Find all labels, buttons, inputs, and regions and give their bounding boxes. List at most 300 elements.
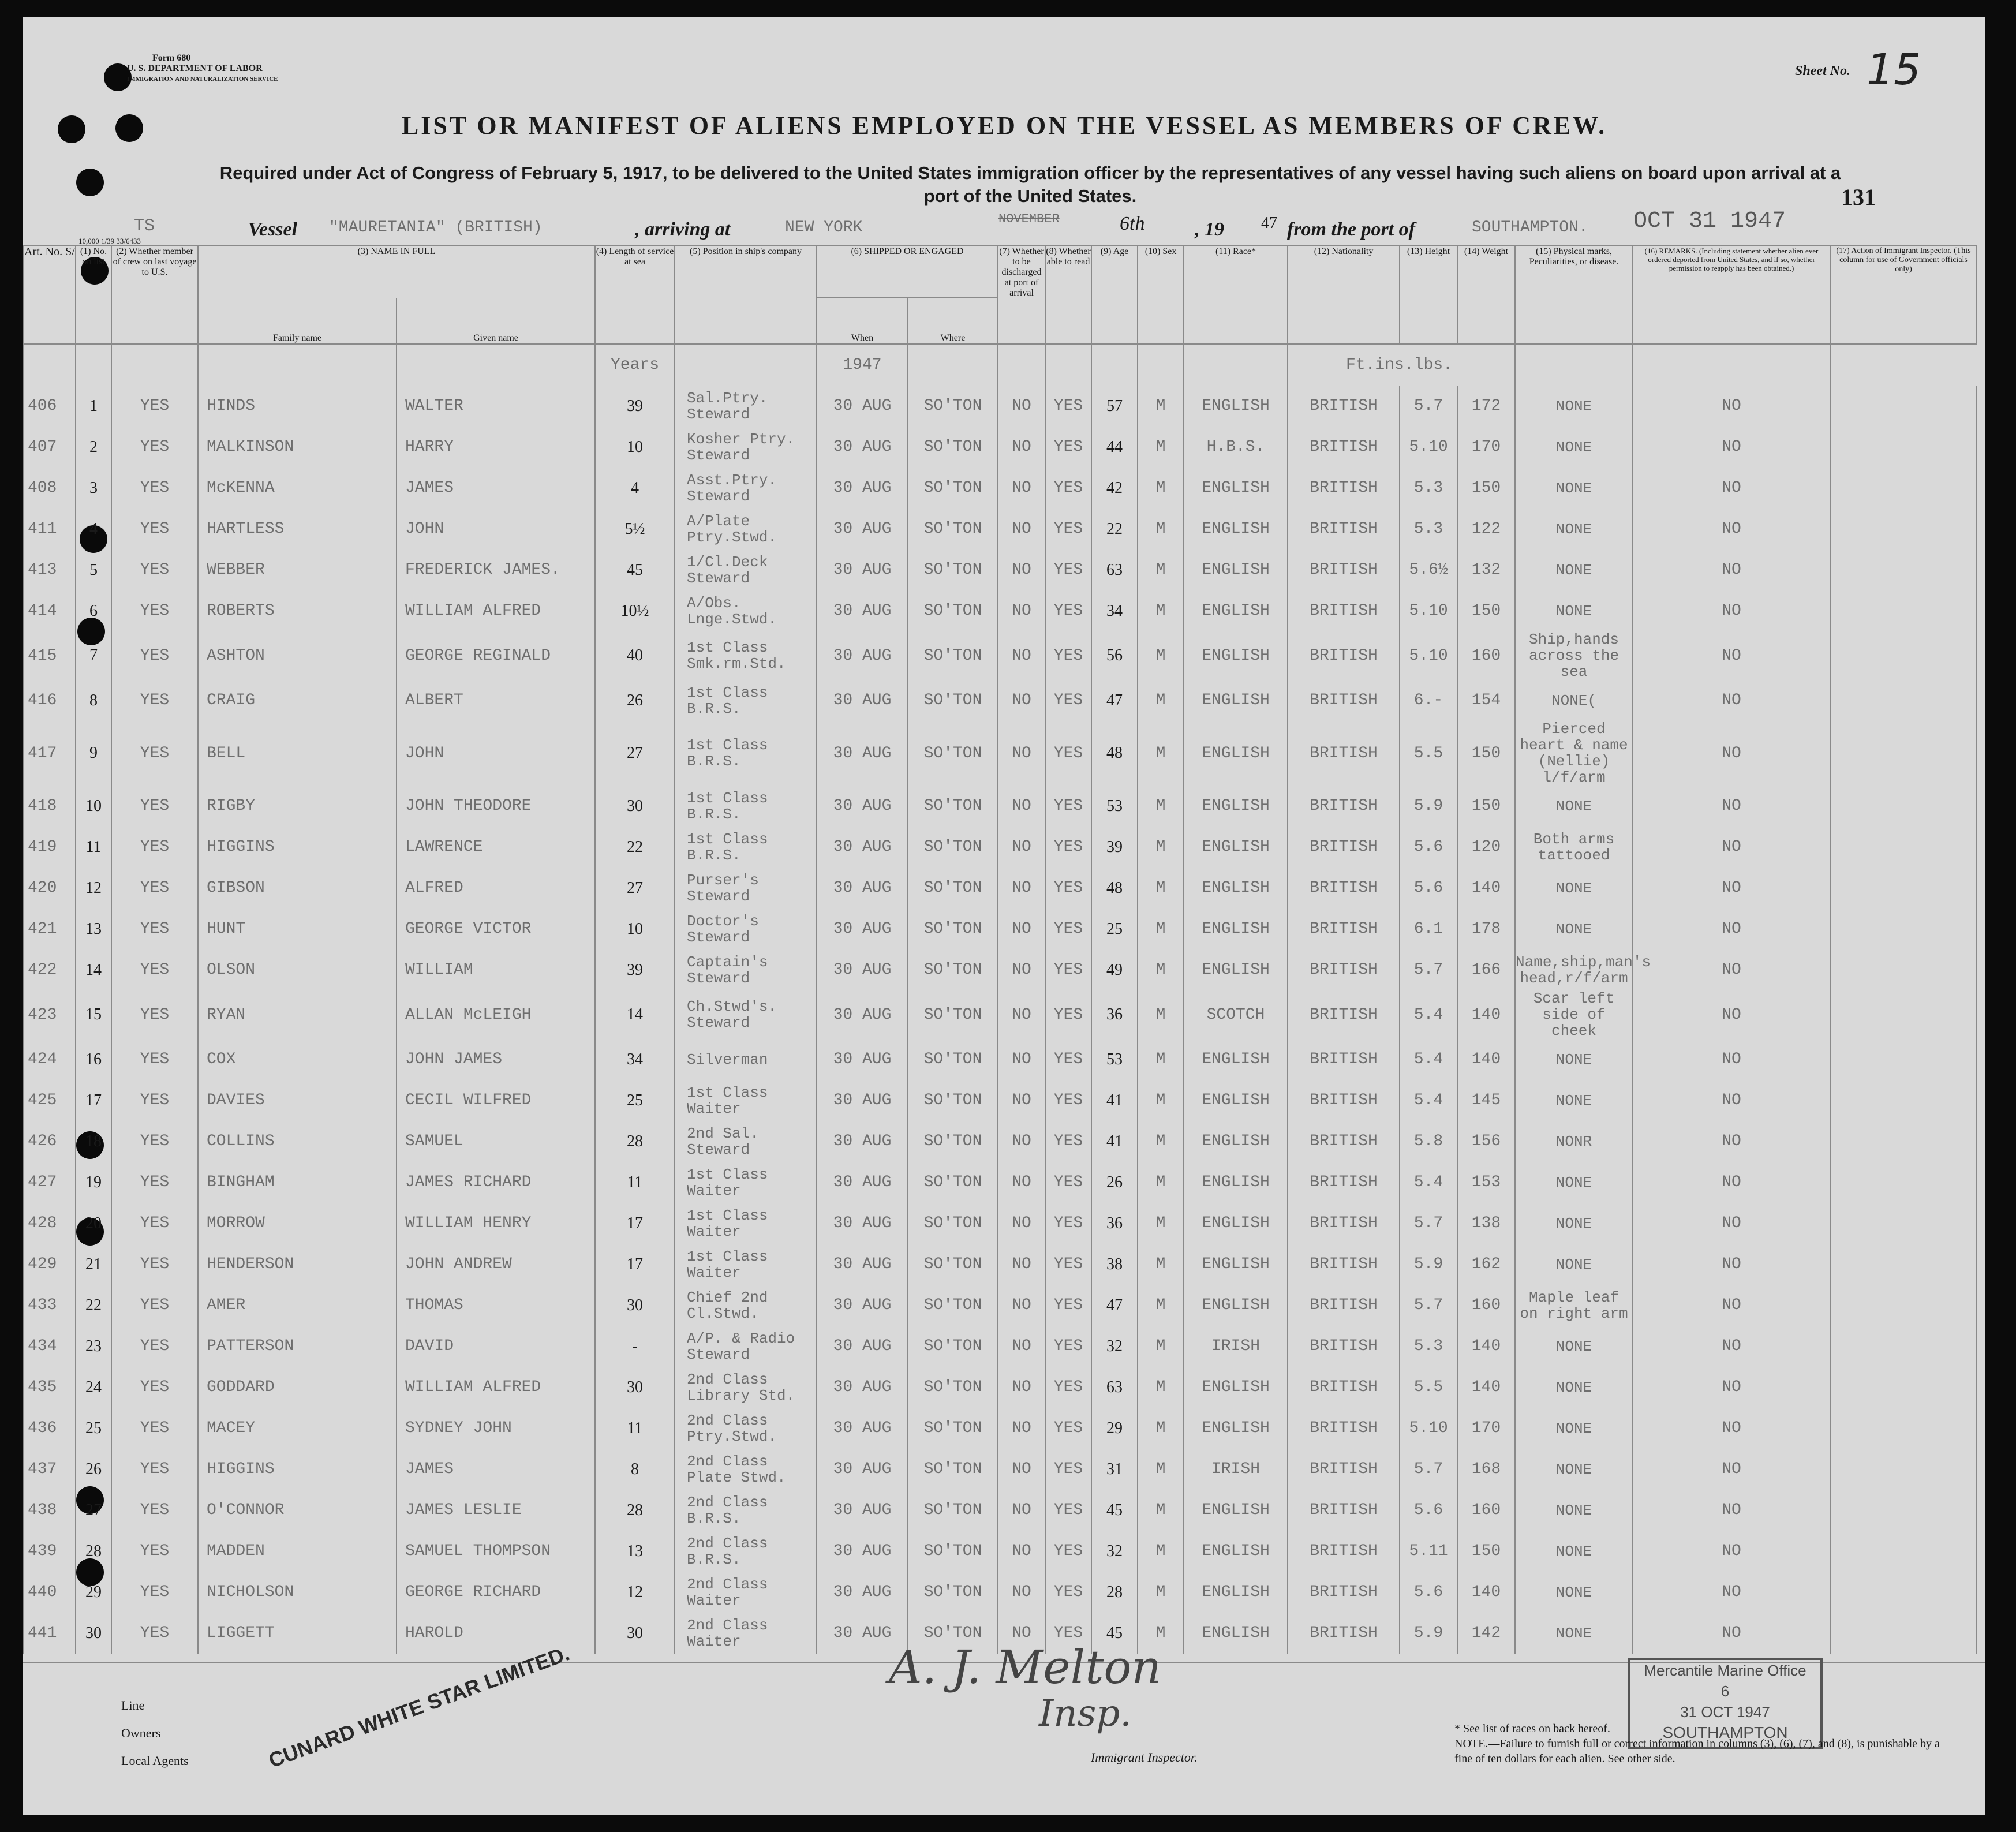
- cell-service: 30: [595, 786, 675, 827]
- page-subtitle: Required under Act of Congress of February 5, 1917, to be delivered to the United States immigration officer by the representatives of any vessel having such aliens on board upon arrival at a port of the United States.: [219, 163, 1841, 206]
- table-row: [24, 1572, 1977, 1613]
- cell-read: YES: [1045, 827, 1091, 868]
- cell-age: 47: [1091, 680, 1138, 721]
- cell-service: 5½: [595, 509, 675, 549]
- cell-given: JOHN JAMES: [397, 1039, 595, 1080]
- cell-race: ENGLISH: [1184, 386, 1288, 427]
- cell-marks: NONE: [1515, 1162, 1633, 1203]
- cell-given: JOHN: [397, 509, 595, 549]
- cell-when: 30 AUG: [817, 631, 908, 680]
- cell-read: YES: [1045, 468, 1091, 509]
- cell-read: YES: [1045, 1408, 1091, 1449]
- cell-remarks: NO: [1633, 827, 1830, 868]
- service: IMMIGRATION AND NATURALIZATION SERVICE: [127, 76, 278, 83]
- cell-disch: NO: [998, 631, 1045, 680]
- cell-read: YES: [1045, 590, 1091, 631]
- cell-weight: 170: [1457, 1408, 1515, 1449]
- cell-read: YES: [1045, 1490, 1091, 1531]
- cell-position: 2nd Class Waiter: [675, 1613, 817, 1654]
- cell-weight: 122: [1457, 509, 1515, 549]
- cell-race: ENGLISH: [1184, 631, 1288, 680]
- cell-family: GIBSON: [198, 868, 397, 908]
- cell-age: 22: [1091, 509, 1138, 549]
- cell-age: 49: [1091, 949, 1138, 990]
- cell-height: 5.7: [1400, 949, 1457, 990]
- cell-family: WEBBER: [198, 549, 397, 590]
- cell-marks: NONR: [1515, 1121, 1633, 1162]
- cell-service: 30: [595, 1367, 675, 1408]
- cell-sex: M: [1138, 1080, 1184, 1121]
- cell-weight: 150: [1457, 1531, 1515, 1572]
- header-given-name: Given name: [397, 298, 595, 344]
- punch-hole: [76, 169, 104, 196]
- cell-race: ENGLISH: [1184, 721, 1288, 786]
- owners-label: Owners: [121, 1726, 161, 1740]
- table-row: [24, 631, 1977, 680]
- cell-height: 5.4: [1400, 1080, 1457, 1121]
- cell-age: 63: [1091, 549, 1138, 590]
- cell-service: 8: [595, 1449, 675, 1490]
- cell-sex: M: [1138, 427, 1184, 468]
- cell-service: 26: [595, 680, 675, 721]
- cell-family: HINDS: [198, 386, 397, 427]
- cell-service: 34: [595, 1039, 675, 1080]
- cell-service: 11: [595, 1162, 675, 1203]
- header-when: When: [817, 298, 908, 344]
- table-row: [24, 1244, 1977, 1285]
- cell-last: YES: [111, 386, 198, 427]
- cell-weight: 160: [1457, 1285, 1515, 1326]
- header-physical-marks: (15) Physical marks, Peculiarities, or disease.: [1515, 246, 1633, 344]
- cell-remarks: NO: [1633, 468, 1830, 509]
- cell-last: YES: [111, 786, 198, 827]
- cell-art: 434: [24, 1326, 76, 1367]
- cell-marks: NONE: [1515, 1449, 1633, 1490]
- header-position: (5) Position in ship's company: [675, 246, 817, 344]
- cell-no: 10: [76, 786, 111, 827]
- cell-age: 53: [1091, 1039, 1138, 1080]
- cell-nat: BRITISH: [1288, 908, 1400, 949]
- unit-year: 1947: [817, 344, 908, 386]
- cell-read: YES: [1045, 868, 1091, 908]
- cell-family: MADDEN: [198, 1531, 397, 1572]
- cell-nat: BRITISH: [1288, 1203, 1400, 1244]
- cell-when: 30 AUG: [817, 1326, 908, 1367]
- cell-marks: Maple leaf on right arm: [1515, 1285, 1633, 1326]
- cell-given: JAMES: [397, 468, 595, 509]
- inspector-label: Immigrant Inspector.: [1091, 1750, 1198, 1764]
- cell-nat: BRITISH: [1288, 509, 1400, 549]
- cell-art: 424: [24, 1039, 76, 1080]
- cell-no: 9: [76, 721, 111, 786]
- cell-race: ENGLISH: [1184, 1203, 1288, 1244]
- cell-disch: NO: [998, 1244, 1045, 1285]
- cell-art: 435: [24, 1367, 76, 1408]
- cell-action: [1830, 827, 1977, 868]
- cell-height: 5.5: [1400, 1367, 1457, 1408]
- cell-read: YES: [1045, 1244, 1091, 1285]
- table-row: [24, 868, 1977, 908]
- cell-art: 407: [24, 427, 76, 468]
- cell-family: RYAN: [198, 990, 397, 1039]
- cell-where: SO'TON: [908, 1080, 998, 1121]
- cell-nat: BRITISH: [1288, 1244, 1400, 1285]
- cell-height: 5.8: [1400, 1121, 1457, 1162]
- cell-where: SO'TON: [908, 1613, 998, 1654]
- cell-disch: NO: [998, 1326, 1045, 1367]
- cell-sex: M: [1138, 1408, 1184, 1449]
- cell-remarks: NO: [1633, 631, 1830, 680]
- cell-family: PATTERSON: [198, 1326, 397, 1367]
- cell-when: 30 AUG: [817, 1613, 908, 1654]
- unit-years: Years: [595, 344, 675, 386]
- cell-service: 13: [595, 1531, 675, 1572]
- cell-disch: NO: [998, 868, 1045, 908]
- cell-remarks: NO: [1633, 1326, 1830, 1367]
- cell-remarks: NO: [1633, 590, 1830, 631]
- cell-disch: NO: [998, 1490, 1045, 1531]
- cell-no: 17: [76, 1080, 111, 1121]
- cell-age: 56: [1091, 631, 1138, 680]
- cell-when: 30 AUG: [817, 1449, 908, 1490]
- cell-race: ENGLISH: [1184, 827, 1288, 868]
- cell-art: 408: [24, 468, 76, 509]
- cell-when: 30 AUG: [817, 949, 908, 990]
- cell-when: 30 AUG: [817, 908, 908, 949]
- cell-race: SCOTCH: [1184, 990, 1288, 1039]
- cell-nat: BRITISH: [1288, 680, 1400, 721]
- cell-age: 28: [1091, 1572, 1138, 1613]
- cell-height: 6.1: [1400, 908, 1457, 949]
- cell-sex: M: [1138, 509, 1184, 549]
- cell-no: 7: [76, 631, 111, 680]
- table-row: [24, 386, 1977, 427]
- cell-no: 13: [76, 908, 111, 949]
- cell-given: DAVID: [397, 1326, 595, 1367]
- cell-service: 28: [595, 1490, 675, 1531]
- table-row: [24, 990, 1977, 1039]
- cell-marks: NONE: [1515, 549, 1633, 590]
- table-row: [24, 1162, 1977, 1203]
- cell-height: 5.10: [1400, 427, 1457, 468]
- cell-race: H.B.S.: [1184, 427, 1288, 468]
- cell-last: YES: [111, 1449, 198, 1490]
- cell-remarks: NO: [1633, 721, 1830, 786]
- cell-marks: Both arms tattooed: [1515, 827, 1633, 868]
- cell-nat: BRITISH: [1288, 468, 1400, 509]
- cell-given: JOHN ANDREW: [397, 1244, 595, 1285]
- cell-age: 32: [1091, 1531, 1138, 1572]
- cell-position: 1st Class B.R.S.: [675, 680, 817, 721]
- unit-height-weight: Ft.ins.lbs.: [1288, 344, 1515, 386]
- vessel-name: "MAURETANIA" (BRITISH): [329, 219, 543, 237]
- table-row: [24, 1203, 1977, 1244]
- cell-age: 48: [1091, 721, 1138, 786]
- cell-action: [1830, 509, 1977, 549]
- cell-no: 12: [76, 868, 111, 908]
- cell-read: YES: [1045, 1162, 1091, 1203]
- cell-remarks: NO: [1633, 786, 1830, 827]
- cell-art: 441: [24, 1613, 76, 1654]
- department: U. S. DEPARTMENT OF LABOR: [127, 63, 263, 73]
- year-suffix: 47: [1261, 214, 1277, 232]
- cell-where: SO'TON: [908, 590, 998, 631]
- date-stamp: OCT 31 1947: [1633, 208, 1786, 234]
- cell-read: YES: [1045, 949, 1091, 990]
- cell-disch: NO: [998, 427, 1045, 468]
- cell-sex: M: [1138, 1572, 1184, 1613]
- cell-no: 1: [76, 386, 111, 427]
- cell-weight: 140: [1457, 868, 1515, 908]
- cell-weight: 160: [1457, 1490, 1515, 1531]
- cell-art: 439: [24, 1531, 76, 1572]
- cell-remarks: NO: [1633, 509, 1830, 549]
- cell-marks: NONE(: [1515, 680, 1633, 721]
- cell-where: SO'TON: [908, 1531, 998, 1572]
- cell-art: 416: [24, 680, 76, 721]
- cell-service: 10: [595, 908, 675, 949]
- cell-disch: NO: [998, 786, 1045, 827]
- table-row: [24, 1367, 1977, 1408]
- cell-no: 27: [76, 1490, 111, 1531]
- cell-age: 25: [1091, 908, 1138, 949]
- cell-family: BINGHAM: [198, 1162, 397, 1203]
- cell-last: YES: [111, 1080, 198, 1121]
- cell-art: 419: [24, 827, 76, 868]
- cell-sex: M: [1138, 549, 1184, 590]
- cell-action: [1830, 386, 1977, 427]
- cell-family: NICHOLSON: [198, 1572, 397, 1613]
- cell-when: 30 AUG: [817, 1203, 908, 1244]
- cell-given: SYDNEY JOHN: [397, 1408, 595, 1449]
- cell-action: [1830, 990, 1977, 1039]
- cell-last: YES: [111, 990, 198, 1039]
- cell-position: 2nd Sal. Steward: [675, 1121, 817, 1162]
- cell-given: SAMUEL: [397, 1121, 595, 1162]
- cell-nat: BRITISH: [1288, 1162, 1400, 1203]
- cell-age: 45: [1091, 1490, 1138, 1531]
- cell-where: SO'TON: [908, 1162, 998, 1203]
- header-shipped: (6) SHIPPED OR ENGAGED: [817, 246, 998, 298]
- cell-no: 14: [76, 949, 111, 990]
- cell-remarks: NO: [1633, 1531, 1830, 1572]
- cell-action: [1830, 1285, 1977, 1326]
- company-stamp: CUNARD WHITE STAR LIMITED.: [265, 1641, 573, 1773]
- header-service: (4) Length of service at sea: [595, 246, 675, 344]
- cell-family: GODDARD: [198, 1367, 397, 1408]
- cell-height: 5.6½: [1400, 549, 1457, 590]
- cell-disch: NO: [998, 1203, 1045, 1244]
- cell-sex: M: [1138, 1203, 1184, 1244]
- cell-weight: 172: [1457, 386, 1515, 427]
- cell-where: SO'TON: [908, 949, 998, 990]
- cell-nat: BRITISH: [1288, 1531, 1400, 1572]
- cell-family: OLSON: [198, 949, 397, 990]
- cell-art: 429: [24, 1244, 76, 1285]
- cell-remarks: NO: [1633, 680, 1830, 721]
- cell-action: [1830, 1080, 1977, 1121]
- cell-service: 40: [595, 631, 675, 680]
- cell-service: 12: [595, 1572, 675, 1613]
- cell-height: 6.-: [1400, 680, 1457, 721]
- cell-action: [1830, 1572, 1977, 1613]
- cell-art: 438: [24, 1490, 76, 1531]
- cell-last: YES: [111, 1121, 198, 1162]
- cell-height: 5.10: [1400, 631, 1457, 680]
- cell-nat: BRITISH: [1288, 990, 1400, 1039]
- cell-position: A/Plate Ptry.Stwd.: [675, 509, 817, 549]
- cell-no: 24: [76, 1367, 111, 1408]
- cell-no: 22: [76, 1285, 111, 1326]
- cell-nat: BRITISH: [1288, 786, 1400, 827]
- table-row: [24, 1121, 1977, 1162]
- cell-nat: BRITISH: [1288, 1490, 1400, 1531]
- cell-nat: BRITISH: [1288, 590, 1400, 631]
- cell-marks: Ship,hands across the sea: [1515, 631, 1633, 680]
- cell-remarks: NO: [1633, 386, 1830, 427]
- cell-family: HENDERSON: [198, 1244, 397, 1285]
- cell-age: 44: [1091, 427, 1138, 468]
- cell-family: O'CONNOR: [198, 1490, 397, 1531]
- cell-weight: 150: [1457, 721, 1515, 786]
- cell-position: 1st Class B.R.S.: [675, 786, 817, 827]
- cell-family: CRAIG: [198, 680, 397, 721]
- cell-nat: BRITISH: [1288, 1285, 1400, 1326]
- cell-family: HIGGINS: [198, 1449, 397, 1490]
- cell-weight: 150: [1457, 786, 1515, 827]
- cell-action: [1830, 1408, 1977, 1449]
- cell-service: 11: [595, 1408, 675, 1449]
- cell-age: 31: [1091, 1449, 1138, 1490]
- cell-read: YES: [1045, 1531, 1091, 1572]
- cell-disch: NO: [998, 1162, 1045, 1203]
- cell-last: YES: [111, 1490, 198, 1531]
- cell-read: YES: [1045, 1449, 1091, 1490]
- cell-given: WILLIAM ALFRED: [397, 1367, 595, 1408]
- cell-when: 30 AUG: [817, 868, 908, 908]
- cell-given: FREDERICK JAMES.: [397, 549, 595, 590]
- header-remarks: (16) REMARKS. (Including statement whether alien ever ordered deported from United States, and if so, whether permission to reapply has been obtained.): [1633, 246, 1830, 344]
- footer-note: [1454, 1721, 1951, 1766]
- cell-disch: NO: [998, 1613, 1045, 1654]
- cell-where: SO'TON: [908, 1408, 998, 1449]
- cell-nat: BRITISH: [1288, 1572, 1400, 1613]
- cell-nat: BRITISH: [1288, 1326, 1400, 1367]
- cell-last: YES: [111, 1244, 198, 1285]
- cell-nat: BRITISH: [1288, 1080, 1400, 1121]
- cell-given: JOHN THEODORE: [397, 786, 595, 827]
- cell-disch: NO: [998, 827, 1045, 868]
- cell-read: YES: [1045, 1121, 1091, 1162]
- cell-age: 48: [1091, 868, 1138, 908]
- cell-marks: Scar left side of cheek: [1515, 990, 1633, 1039]
- cell-sex: M: [1138, 1449, 1184, 1490]
- cell-remarks: NO: [1633, 1285, 1830, 1326]
- cell-given: WILLIAM: [397, 949, 595, 990]
- cell-sex: M: [1138, 868, 1184, 908]
- cell-where: SO'TON: [908, 1326, 998, 1367]
- cell-service: 22: [595, 827, 675, 868]
- cell-age: 41: [1091, 1080, 1138, 1121]
- header-sex: (10) Sex: [1138, 246, 1184, 344]
- cell-no: 8: [76, 680, 111, 721]
- cell-art: 415: [24, 631, 76, 680]
- header-where: Where: [908, 298, 998, 344]
- cell-when: 30 AUG: [817, 549, 908, 590]
- header-read: (8) Whether able to read: [1045, 246, 1091, 344]
- table-row: [24, 721, 1977, 786]
- cell-art: 425: [24, 1080, 76, 1121]
- cell-last: YES: [111, 1572, 198, 1613]
- cell-marks: NONE: [1515, 590, 1633, 631]
- cell-service: 28: [595, 1121, 675, 1162]
- page-title: LIST OR MANIFEST OF ALIENS EMPLOYED ON THE VESSEL AS MEMBERS OF CREW.: [401, 111, 1607, 140]
- cell-race: IRISH: [1184, 1449, 1288, 1490]
- cell-disch: NO: [998, 990, 1045, 1039]
- cell-when: 30 AUG: [817, 680, 908, 721]
- header-family-name: Family name: [198, 298, 397, 344]
- cell-last: YES: [111, 1367, 198, 1408]
- cell-disch: NO: [998, 509, 1045, 549]
- cell-sex: M: [1138, 1244, 1184, 1285]
- cell-last: YES: [111, 1162, 198, 1203]
- cell-art: 440: [24, 1572, 76, 1613]
- cell-remarks: NO: [1633, 427, 1830, 468]
- cell-disch: NO: [998, 680, 1045, 721]
- cell-given: CECIL WILFRED: [397, 1080, 595, 1121]
- cell-remarks: NO: [1633, 549, 1830, 590]
- header-last-voyage: (2) Whether member of crew on last voyage to U.S.: [111, 246, 198, 344]
- sheet-label: Sheet No.: [1795, 63, 1850, 78]
- stamp-line-3: 31 OCT 1947: [1680, 1703, 1770, 1721]
- cell-nat: BRITISH: [1288, 1367, 1400, 1408]
- table-row: [24, 786, 1977, 827]
- cell-disch: NO: [998, 1531, 1045, 1572]
- cell-race: ENGLISH: [1184, 1490, 1288, 1531]
- cell-height: 5.9: [1400, 1613, 1457, 1654]
- cell-weight: 142: [1457, 1613, 1515, 1654]
- cell-race: ENGLISH: [1184, 509, 1288, 549]
- cell-remarks: NO: [1633, 990, 1830, 1039]
- cell-disch: NO: [998, 1449, 1045, 1490]
- cell-last: YES: [111, 827, 198, 868]
- cell-family: AMER: [198, 1285, 397, 1326]
- cell-nat: BRITISH: [1288, 721, 1400, 786]
- cell-service: 39: [595, 386, 675, 427]
- cell-last: YES: [111, 1613, 198, 1654]
- cell-position: 1/Cl.Deck Steward: [675, 549, 817, 590]
- cell-marks: Pierced heart & name (Nellie) l/f/arm: [1515, 721, 1633, 786]
- cell-where: SO'TON: [908, 1285, 998, 1326]
- cell-last: YES: [111, 1039, 198, 1080]
- header-height: (13) Height: [1400, 246, 1457, 344]
- arriving-label: , arriving at: [635, 219, 731, 240]
- cell-height: 5.4: [1400, 1039, 1457, 1080]
- cell-position: 1st Class B.R.S.: [675, 827, 817, 868]
- cell-age: 34: [1091, 590, 1138, 631]
- cell-given: GEORGE REGINALD: [397, 631, 595, 680]
- cell-sex: M: [1138, 1490, 1184, 1531]
- cell-disch: NO: [998, 1121, 1045, 1162]
- cell-race: ENGLISH: [1184, 549, 1288, 590]
- cell-where: SO'TON: [908, 468, 998, 509]
- cell-position: 2nd Class Library Std.: [675, 1367, 817, 1408]
- cell-sex: M: [1138, 386, 1184, 427]
- cell-when: 30 AUG: [817, 1244, 908, 1285]
- header-race: (11) Race*: [1184, 246, 1288, 344]
- cell-service: 45: [595, 549, 675, 590]
- cell-weight: 162: [1457, 1244, 1515, 1285]
